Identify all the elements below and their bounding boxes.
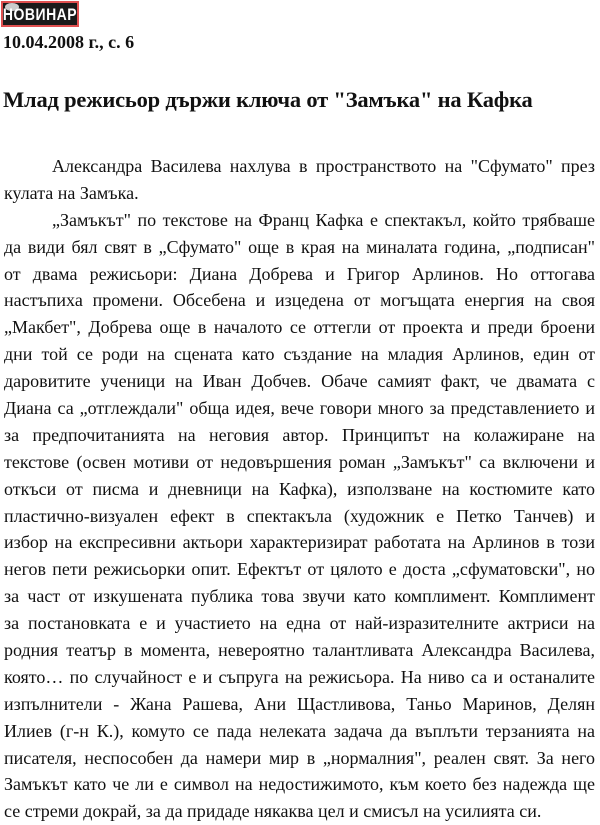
article-line: Александра Василева нахлува в пространството на "Сфумато" през [52,156,595,176]
article-line: пластично-визуален ефект в спектакъла (художник е Петко Танчев) и [4,505,595,526]
newspaper-logo [1,1,79,27]
article-line: която… по случайност е и съпруга на режисьора. На ниво са и останалите [4,666,595,687]
article-line: писателя, неспособен да намери мир в „нормалния", реален свят. За него [4,747,595,768]
article-line: Илиев (г-н К.), комуто се пада нелеката задача да въплъти терзанията на [4,720,595,741]
article-line: настъпиха промени. Обсебена и изцедена от могъщата енергия на своя [4,290,595,311]
article-line: негов пети режисьорки опит. Ефектът от цялото е доста „сфуматовски", но [4,559,595,580]
article-title: Млад режисьор държи ключа от "Замъка" на Кафка [3,87,533,112]
article-line: „Макбет", Добрева още в началото се оттегли от проекта и преди броени [4,317,595,338]
article-line: за предпочитанията на неговия автор. Принципът на колажиране на [4,424,595,445]
logo-text: НОВИНАР [2,4,78,24]
article-line: текстове (освен мотиви от недовършения роман „Замъкът" са включени и [4,451,595,472]
publication-date: 10.04.2008 г., с. 6 [3,32,135,52]
article-line: родния театър в момента, невероятно талантливата Александра Василева, [4,640,595,661]
article-line: изпълнители - Жана Рашева, Ани Щастливова, Таньо Маринов, Делян [4,693,595,714]
article-line: Диана са „отглеждали" обща идея, вече говори много за представлението и [4,398,595,419]
article-line: да види бял свят в „Сфумато" още в края на миналата година, „подписан" [4,236,595,257]
article-line: за постановката е и участието на една от най-изразителните актриси на [4,613,595,634]
article-line: „Замъкът" по текстове на Франц Кафка е спектакъл, който трябваше [52,209,595,230]
article-body [4,153,595,825]
article-line: Замъкът като че ли е символ на недостижимото, към което без надежда ще [4,774,595,795]
article-line: откъси от писма и дневници на Кафка), използване на костюмите като [4,478,595,499]
article-line: за част от изкушената публика това звучи като комплимент. Комплимент [4,586,595,607]
article-line: от двама режисьори: Диана Добрева и Григор Арлинов. Но оттогава [4,263,595,284]
article-line: кулата на Замъка. [4,182,139,203]
article-line: даровитите ученици на Иван Добчев. Обаче самият факт, че двамата с [4,371,595,392]
article-line: се стреми докрай, за да придаде някаква цел и смисъл на усилията си. [4,801,542,822]
article-line: избор на експресивни актьори характеризират работата на Арлинов в този [4,532,595,553]
article-line: дни той се роди на сцената като създание на младия Арлинов, един от [4,344,595,365]
